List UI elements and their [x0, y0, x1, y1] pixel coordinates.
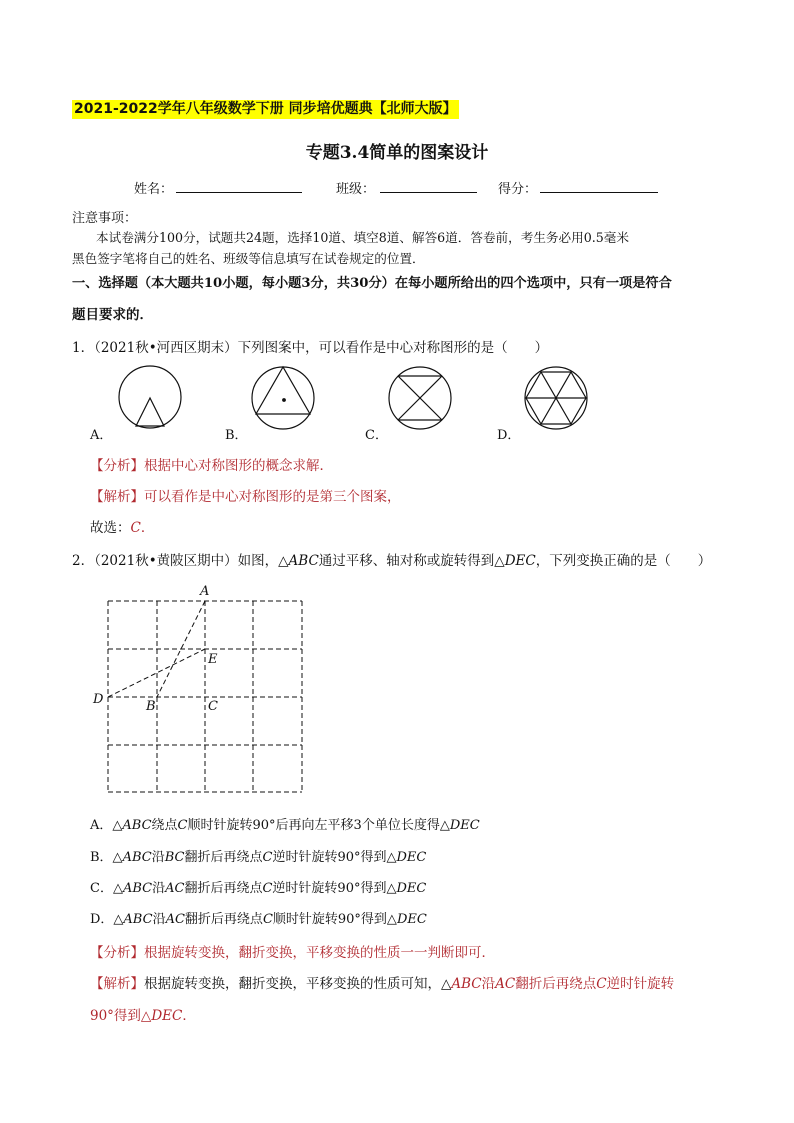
- q2-option-c[interactable]: C．△ABC沿AC翻折后再绕点C逆时针旋转90°得到△DEC: [90, 881, 427, 896]
- q1-answer-value: C: [130, 520, 141, 536]
- notice-line-2: 黑色签字笔将自己的姓名、班级等信息填写在试卷规定的位置．: [72, 251, 425, 266]
- notice-line-1: 本试卷满分100分，试题共24题，选择10道、填空8道、解答6道．答卷前，考生务必用0.5毫米: [96, 230, 629, 245]
- q1-option-a[interactable]: A．: [90, 428, 113, 443]
- section-heading-line-1: 一、选择题（本大题共10小题，每小题3分，共30分）在每小题所给出的四个选项中，只有一项是符合: [72, 276, 672, 291]
- notice-heading: 注意事项：: [72, 211, 138, 226]
- q1-stem: 1．（2021秋•河西区期末）下列图案中，可以看作是中心对称图形的是（ ）: [72, 340, 549, 356]
- q2-option-d[interactable]: D．△ABC沿AC翻折后再绕点C顺时针旋转90°得到△DEC: [90, 912, 427, 927]
- q1-option-d[interactable]: D．: [497, 428, 521, 443]
- q2-analysis: 【分析】根据旋转变换，翻折变换，平移变换的性质一一判断即可．: [90, 945, 495, 961]
- score-label: 得分：: [498, 182, 538, 197]
- page-title: 专题3.4简单的图案设计: [305, 143, 489, 163]
- q2-stem: 2．（2021秋•黄陂区期中）如图，△ABC通过平移、轴对称或旋转得到△DEC，下列变换正确的是（ ）: [72, 553, 712, 569]
- q1-option-c[interactable]: C．: [365, 428, 388, 443]
- label-d: D: [93, 692, 104, 707]
- section-heading-line-2: 题目要求的．: [72, 307, 153, 323]
- q1-option-b[interactable]: B．: [225, 428, 248, 443]
- label-e: E: [208, 652, 218, 667]
- q2-solution-line-2: 90°得到△DEC．: [90, 1008, 196, 1024]
- label-b: B: [146, 699, 156, 714]
- q2-option-a[interactable]: A．△ABC绕点C顺时针旋转90°后再向左平移3个单位长度得△DEC: [90, 818, 480, 833]
- solution-tag: 【解析】: [90, 489, 144, 505]
- q1-answer: 故选：C．: [90, 520, 155, 536]
- label-a: A: [200, 584, 210, 599]
- label-c: C: [208, 699, 218, 714]
- q2-solution-line-1: 【解析】根据旋转变换，翻折变换，平移变换的性质可知，△ABC沿AC翻折后再绕点C逆时针旋转: [90, 976, 675, 992]
- name-label: 姓名：: [134, 182, 174, 197]
- analysis-tag: 【分析】: [90, 458, 144, 474]
- analysis-text: 根据中心对称图形的概念求解．: [144, 458, 333, 474]
- solution-text: 可以看作是中心对称图形的是第三个图案，: [144, 489, 401, 505]
- course-banner: 2021-2022学年八年级数学下册 同步培优题典【北师大版】: [74, 101, 457, 117]
- class-label: 班级：: [336, 182, 376, 197]
- q2-option-b[interactable]: B．△ABC沿BC翻折后再绕点C逆时针旋转90°得到△DEC: [90, 850, 427, 865]
